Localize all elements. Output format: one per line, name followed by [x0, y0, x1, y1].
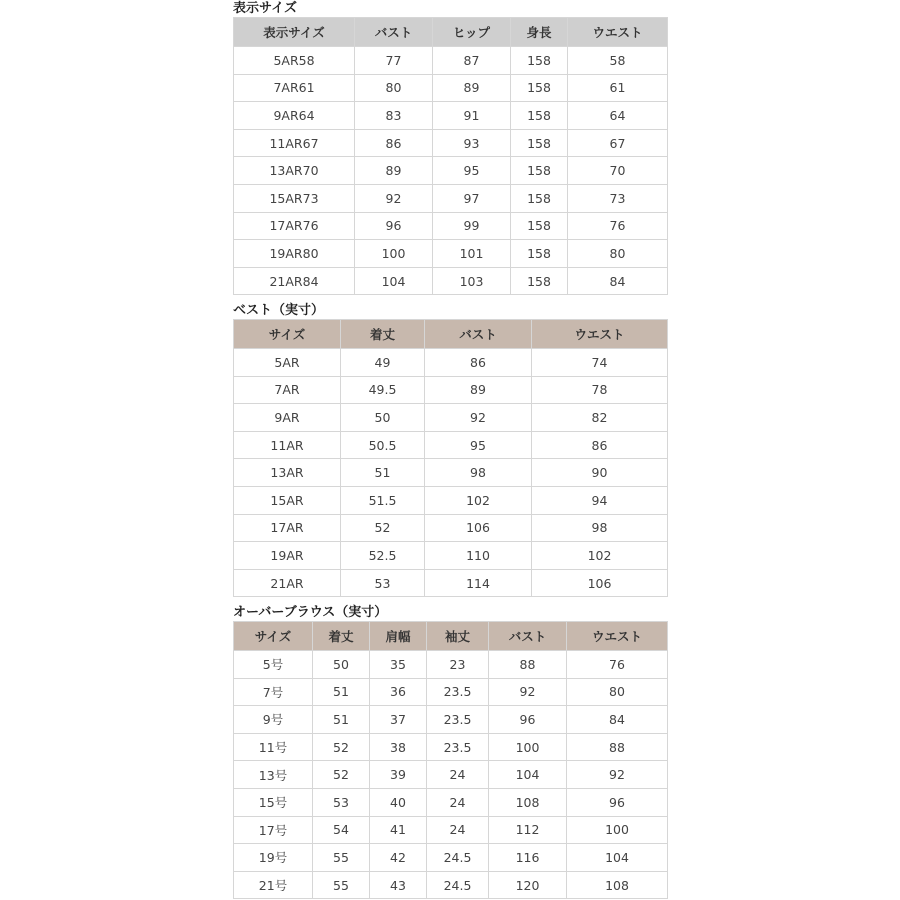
table-cell: 24.5	[427, 871, 489, 899]
table-row	[234, 157, 668, 185]
table-cell: 52	[341, 514, 425, 542]
table-cell: 41	[370, 816, 427, 844]
overblouse-section	[233, 604, 668, 899]
table-cell: 42	[370, 844, 427, 872]
table-row	[234, 376, 668, 404]
table-row	[234, 761, 668, 789]
table-cell: 104	[489, 761, 567, 789]
table-cell: 23	[427, 651, 489, 679]
table-cell: 50	[341, 404, 425, 432]
table-cell: 98	[425, 459, 532, 487]
table-cell: 11号	[234, 733, 313, 761]
table-cell: 97	[433, 184, 511, 212]
table-cell: 120	[489, 871, 567, 899]
table-cell: 40	[370, 788, 427, 816]
table-row	[234, 871, 668, 899]
table-row	[234, 514, 668, 542]
table-cell: 96	[355, 212, 433, 240]
table-cell: 158	[511, 129, 568, 157]
table-row	[234, 844, 668, 872]
column-header: サイズ	[234, 320, 341, 349]
section-title: オーバーブラウス（実寸）	[233, 605, 388, 620]
table-cell: 92	[567, 761, 668, 789]
table-cell: 103	[433, 267, 511, 295]
column-header: ウエスト	[532, 320, 668, 349]
table-row	[234, 74, 668, 102]
table-cell: 5AR58	[234, 47, 355, 75]
table-cell: 23.5	[427, 706, 489, 734]
table-cell: 15AR73	[234, 184, 355, 212]
table-cell: 24	[427, 761, 489, 789]
table-cell: 89	[425, 376, 532, 404]
table-cell: 23.5	[427, 678, 489, 706]
table-cell: 52	[313, 733, 370, 761]
table-cell: 52.5	[341, 542, 425, 570]
table-cell: 51	[313, 706, 370, 734]
table-cell: 95	[433, 157, 511, 185]
table-cell: 89	[433, 74, 511, 102]
table-cell: 86	[425, 349, 532, 377]
column-header: 肩幅	[370, 622, 427, 651]
column-header: 袖丈	[427, 622, 489, 651]
table-cell: 86	[532, 431, 668, 459]
table-cell: 80	[355, 74, 433, 102]
table-cell: 7号	[234, 678, 313, 706]
table-cell: 114	[425, 569, 532, 597]
table-cell: 116	[489, 844, 567, 872]
table-cell: 53	[341, 569, 425, 597]
table-cell: 90	[532, 459, 668, 487]
table-cell: 9号	[234, 706, 313, 734]
section-title: ベスト（実寸）	[233, 303, 325, 318]
table-cell: 13号	[234, 761, 313, 789]
table-cell: 17AR	[234, 514, 341, 542]
table-row	[234, 431, 668, 459]
table-cell: 158	[511, 212, 568, 240]
column-header: バスト	[489, 622, 567, 651]
table-row	[234, 47, 668, 75]
table-row	[234, 486, 668, 514]
table-cell: 5AR	[234, 349, 341, 377]
table-cell: 83	[355, 102, 433, 130]
table-cell: 53	[313, 788, 370, 816]
display-size-section	[233, 0, 668, 295]
table-cell: 158	[511, 184, 568, 212]
table-header-row	[234, 622, 668, 651]
table-cell: 55	[313, 871, 370, 899]
table-row	[234, 267, 668, 295]
table-cell: 21号	[234, 871, 313, 899]
section-title: 表示サイズ	[233, 1, 297, 16]
table-cell: 49	[341, 349, 425, 377]
table-cell: 92	[489, 678, 567, 706]
table-cell: 17号	[234, 816, 313, 844]
table-cell: 52	[313, 761, 370, 789]
table-cell: 80	[567, 678, 668, 706]
table-cell: 96	[567, 788, 668, 816]
table-cell: 19AR	[234, 542, 341, 570]
table-row	[234, 733, 668, 761]
table-cell: 23.5	[427, 733, 489, 761]
table-header-row	[234, 320, 668, 349]
table-cell: 102	[532, 542, 668, 570]
table-cell: 5号	[234, 651, 313, 679]
table-cell: 88	[567, 733, 668, 761]
table-cell: 50	[313, 651, 370, 679]
table-row	[234, 349, 668, 377]
table-header-row	[234, 18, 668, 47]
table-cell: 19AR80	[234, 240, 355, 268]
table-cell: 7AR	[234, 376, 341, 404]
table-cell: 43	[370, 871, 427, 899]
table-cell: 67	[568, 129, 668, 157]
table-cell: 13AR70	[234, 157, 355, 185]
table-cell: 108	[567, 871, 668, 899]
table-cell: 158	[511, 157, 568, 185]
table-cell: 106	[425, 514, 532, 542]
table-cell: 80	[568, 240, 668, 268]
table-row	[234, 816, 668, 844]
table-cell: 92	[355, 184, 433, 212]
table-cell: 61	[568, 74, 668, 102]
table-cell: 38	[370, 733, 427, 761]
table-cell: 11AR67	[234, 129, 355, 157]
table-cell: 102	[425, 486, 532, 514]
column-header: ヒップ	[433, 18, 511, 47]
table-row	[234, 788, 668, 816]
table-cell: 9AR64	[234, 102, 355, 130]
table-row	[234, 212, 668, 240]
table-cell: 49.5	[341, 376, 425, 404]
table-cell: 100	[355, 240, 433, 268]
table-row	[234, 569, 668, 597]
column-header: ウエスト	[568, 18, 668, 47]
table-cell: 74	[532, 349, 668, 377]
table-cell: 158	[511, 267, 568, 295]
vest-section	[233, 302, 668, 597]
column-header: 表示サイズ	[234, 18, 355, 47]
table-cell: 55	[313, 844, 370, 872]
table-cell: 101	[433, 240, 511, 268]
table-cell: 106	[532, 569, 668, 597]
table-cell: 24	[427, 788, 489, 816]
table-cell: 17AR76	[234, 212, 355, 240]
table-cell: 21AR84	[234, 267, 355, 295]
table-row	[234, 129, 668, 157]
column-header: サイズ	[234, 622, 313, 651]
table-cell: 104	[567, 844, 668, 872]
table-cell: 112	[489, 816, 567, 844]
column-header: ウエスト	[567, 622, 668, 651]
table-cell: 78	[532, 376, 668, 404]
table-cell: 110	[425, 542, 532, 570]
table-cell: 7AR61	[234, 74, 355, 102]
table-row	[234, 184, 668, 212]
table-cell: 73	[568, 184, 668, 212]
column-header: バスト	[355, 18, 433, 47]
table-cell: 84	[567, 706, 668, 734]
table-cell: 21AR	[234, 569, 341, 597]
table-cell: 64	[568, 102, 668, 130]
table-cell: 76	[567, 651, 668, 679]
table-cell: 39	[370, 761, 427, 789]
table-row	[234, 542, 668, 570]
column-header: 身長	[511, 18, 568, 47]
table-cell: 51.5	[341, 486, 425, 514]
table-cell: 11AR	[234, 431, 341, 459]
table-cell: 94	[532, 486, 668, 514]
column-header: バスト	[425, 320, 532, 349]
table-cell: 158	[511, 102, 568, 130]
display-size-table	[233, 17, 668, 295]
table-row	[234, 404, 668, 432]
table-cell: 15AR	[234, 486, 341, 514]
table-cell: 76	[568, 212, 668, 240]
table-cell: 96	[489, 706, 567, 734]
table-row	[234, 706, 668, 734]
table-cell: 88	[489, 651, 567, 679]
table-cell: 108	[489, 788, 567, 816]
table-cell: 82	[532, 404, 668, 432]
table-row	[234, 459, 668, 487]
table-cell: 24	[427, 816, 489, 844]
table-cell: 70	[568, 157, 668, 185]
table-cell: 91	[433, 102, 511, 130]
table-cell: 158	[511, 47, 568, 75]
table-cell: 100	[567, 816, 668, 844]
table-cell: 37	[370, 706, 427, 734]
table-cell: 58	[568, 47, 668, 75]
table-cell: 24.5	[427, 844, 489, 872]
table-cell: 100	[489, 733, 567, 761]
table-cell: 15号	[234, 788, 313, 816]
table-cell: 51	[313, 678, 370, 706]
table-cell: 77	[355, 47, 433, 75]
table-cell: 35	[370, 651, 427, 679]
table-cell: 93	[433, 129, 511, 157]
table-cell: 92	[425, 404, 532, 432]
table-row	[234, 240, 668, 268]
table-cell: 104	[355, 267, 433, 295]
table-cell: 50.5	[341, 431, 425, 459]
table-cell: 13AR	[234, 459, 341, 487]
table-row	[234, 651, 668, 679]
column-header: 着丈	[313, 622, 370, 651]
table-cell: 158	[511, 74, 568, 102]
table-cell: 99	[433, 212, 511, 240]
table-cell: 36	[370, 678, 427, 706]
table-cell: 158	[511, 240, 568, 268]
table-row	[234, 102, 668, 130]
table-cell: 51	[341, 459, 425, 487]
table-cell: 87	[433, 47, 511, 75]
table-cell: 9AR	[234, 404, 341, 432]
vest-size-table	[233, 319, 668, 597]
table-cell: 95	[425, 431, 532, 459]
table-row	[234, 678, 668, 706]
table-cell: 84	[568, 267, 668, 295]
column-header: 着丈	[341, 320, 425, 349]
table-cell: 98	[532, 514, 668, 542]
table-cell: 89	[355, 157, 433, 185]
table-cell: 86	[355, 129, 433, 157]
overblouse-size-table	[233, 621, 668, 899]
table-cell: 19号	[234, 844, 313, 872]
table-cell: 54	[313, 816, 370, 844]
